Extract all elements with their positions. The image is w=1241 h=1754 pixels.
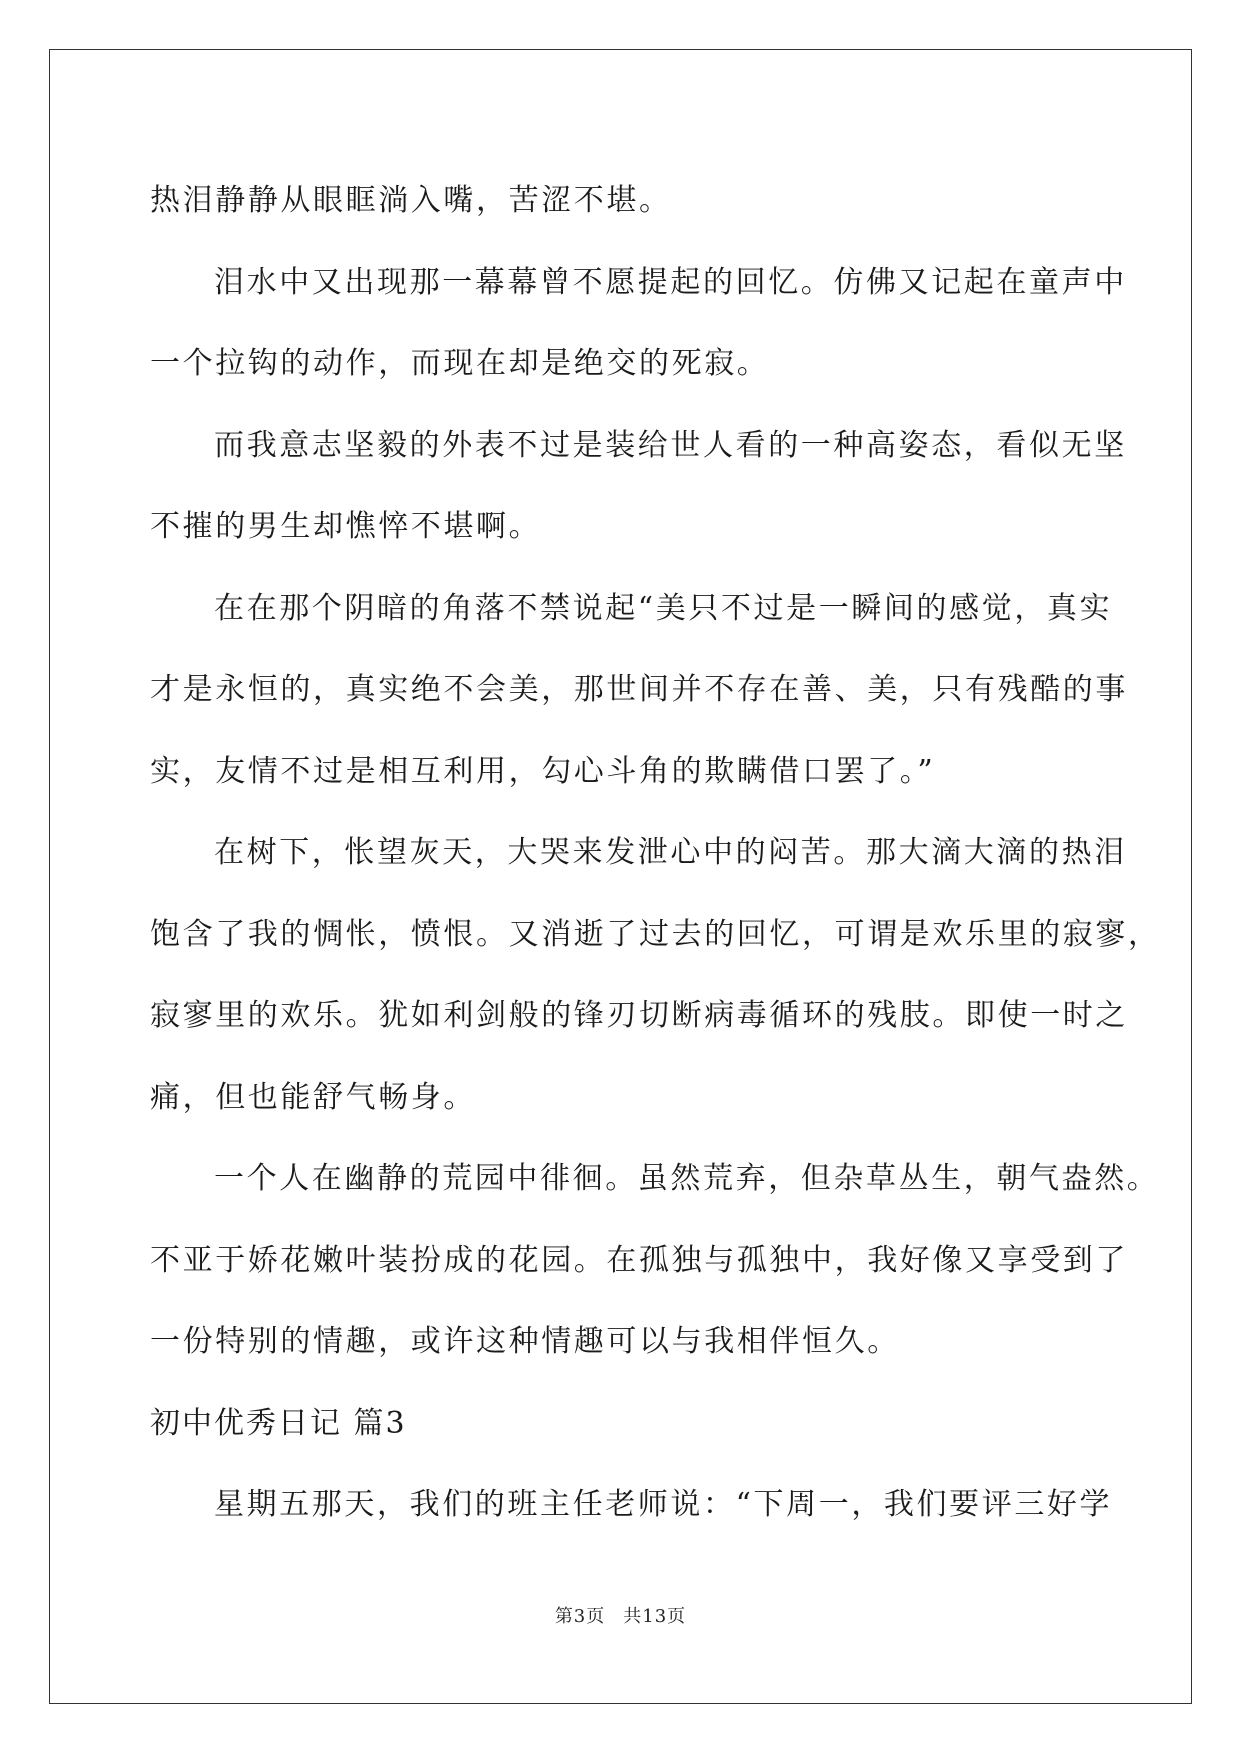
text-line: 不亚于娇花嫩叶装扮成的花园。在孤独与孤独中，我好像又享受到了 bbox=[150, 1242, 1128, 1278]
text-line: 在树下，怅望灰天，大哭来发泄心中的闷苦。那大滴大滴的热泪 bbox=[214, 835, 1127, 870]
text-line: 一份特别的情趣，或许这种情趣可以与我相伴恒久。 bbox=[150, 1324, 900, 1359]
text-line: 星期五那天，我们的班主任老师说：“下周一，我们要评三好学 bbox=[214, 1487, 1113, 1522]
text-line: 一个人在幽静的荒园中徘徊。虽然荒弃，但杂草丛生，朝气盎然。 bbox=[214, 1161, 1160, 1196]
page-number: 第3页 bbox=[554, 1606, 606, 1627]
text-line: 饱含了我的惆怅，愤恨。又消逝了过去的回忆，可谓是欢乐里的寂寥， bbox=[150, 916, 1161, 952]
text-line: 寂寥里的欢乐。犹如利剑般的锋刃切断病毒循环的残肢。即使一时之 bbox=[150, 998, 1128, 1033]
text-line: 痛，但也能舒气畅身。 bbox=[150, 1079, 476, 1115]
text-line: 不摧的男生却憔悴不堪啊。 bbox=[150, 509, 542, 544]
page-total: 共13页 bbox=[623, 1606, 687, 1627]
text-line: 热泪静静从眼眶淌入嘴，苦涩不堪。 bbox=[150, 183, 672, 218]
section-heading: 初中优秀日记 篇3 bbox=[150, 1405, 407, 1441]
text-line: 实，友情不过是相互利用，勾心斗角的欺瞒借口罢了。” bbox=[150, 753, 936, 789]
text-line: 一个拉钩的动作，而现在却是绝交的死寂。 bbox=[150, 346, 770, 381]
text-line: 而我意志坚毅的外表不过是装给世人看的一种高姿态，看似无坚 bbox=[214, 427, 1127, 463]
text-line: 泪水中又出现那一幕幕曾不愿提起的回忆。仿佛又记起在童声中 bbox=[214, 264, 1127, 300]
text-line: 才是永恒的，真实绝不会美，那世间并不存在善、美，只有残酷的事 bbox=[150, 672, 1128, 707]
text-line: 在在那个阴暗的角落不禁说起“美只不过是一瞬间的感觉，真实 bbox=[214, 590, 1113, 626]
document-body bbox=[150, 160, 1161, 1546]
page-footer bbox=[0, 1602, 1241, 1628]
